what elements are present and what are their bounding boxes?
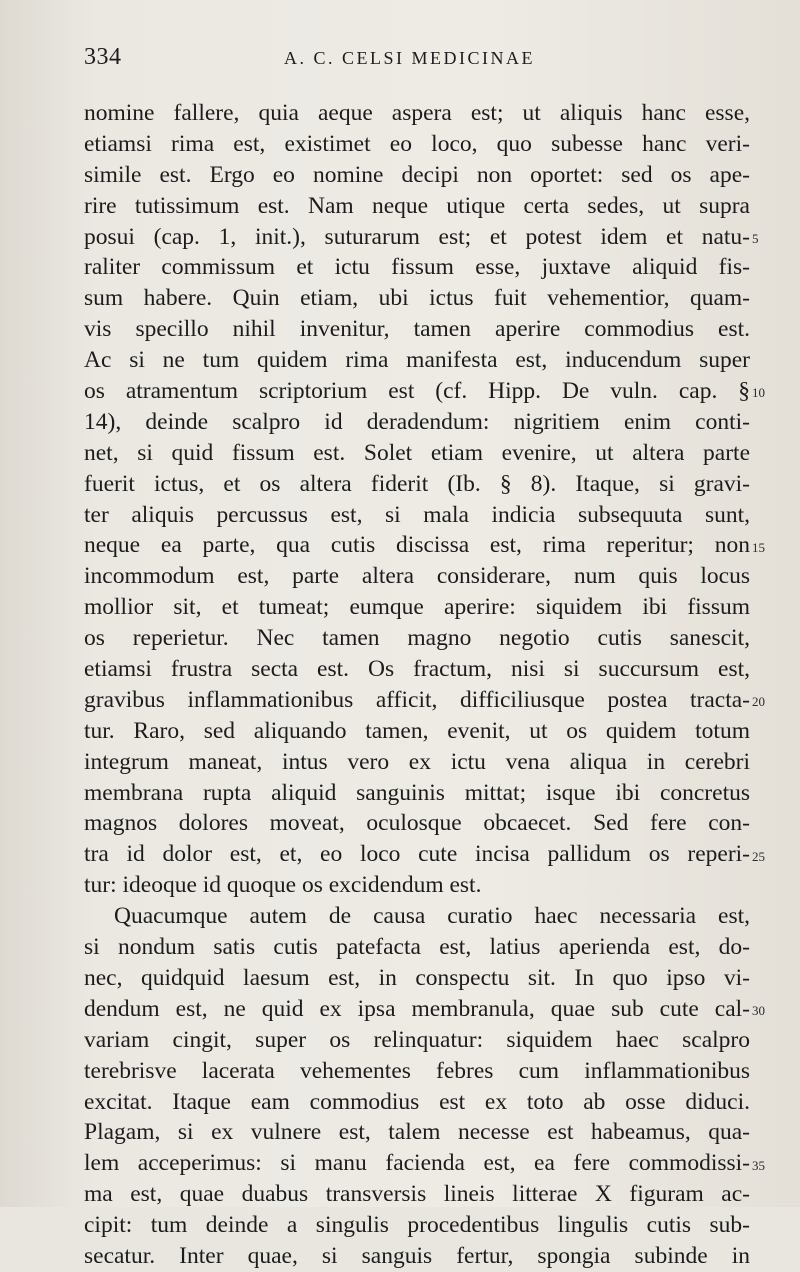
- margin-line-number: 35: [752, 1157, 765, 1173]
- text-line: magnos dolores moveat, oculosque obcaecet. Sed fere con-: [84, 810, 750, 837]
- text-line: etiamsi rima est, existimet eo loco, quo subesse hanc veri-: [84, 130, 750, 157]
- text-line: excitat. Itaque eam commodius est ex toto ab osse diduci.: [84, 1088, 750, 1115]
- text-line: membrana rupta aliquid sanguinis mittat; isque ibi concretus: [84, 779, 750, 806]
- text-line: Quacumque autem de causa curatio haec necessaria est,: [114, 903, 750, 930]
- margin-line-number: 15: [752, 539, 765, 555]
- text-line: ma est, quae duabus transversis lineis litterae X figuram ac-: [84, 1181, 750, 1208]
- text-line: nomine fallere, quia aeque aspera est; ut aliquis hanc esse,: [84, 100, 750, 126]
- text-line: cipit: tum deinde a singulis procedentibus lingulis cutis sub-: [84, 1212, 750, 1239]
- margin-line-number: 30: [752, 1003, 765, 1019]
- margin-line-number: 25: [752, 848, 765, 864]
- text-line: gravibus inflammationibus afficit, difficiliusque postea tracta-: [84, 686, 750, 713]
- text-line: etiamsi frustra secta est. Os fractum, nisi si succursum est,: [84, 656, 750, 683]
- text-line: incommodum est, parte altera considerare, num quis locus: [84, 563, 750, 590]
- margin-line-number: 10: [752, 385, 765, 401]
- text-line: si nondum satis cutis patefacta est, latius aperienda est, do-: [84, 934, 750, 961]
- text-line: tur. Raro, sed aliquando tamen, evenit, ut os quidem totum: [84, 717, 750, 744]
- text-line: dendum est, ne quid ex ipsa membranula, quae sub cute cal-: [84, 995, 750, 1022]
- text-line: simile est. Ergo eo nomine decipi non oportet: sed os ape-: [84, 161, 750, 188]
- text-line: os reperietur. Nec tamen magno negotio cutis sanescit,: [84, 625, 750, 652]
- text-line: ter aliquis percussus est, si mala indicia subsequuta sunt,: [84, 501, 750, 528]
- text-line: raliter commissum et ictu fissum esse, juxtave aliquid fis-: [84, 254, 750, 281]
- text-line: secatur. Inter quae, si sanguis fertur, spongia subinde in: [84, 1242, 750, 1269]
- margin-line-number: 20: [752, 694, 765, 710]
- running-title: A. C. CELSI MEDICINAE: [284, 48, 535, 68]
- text-line: fuerit ictus, et os altera fiderit (Ib. § 8). Itaque, si gravi-: [84, 470, 750, 497]
- text-line: mollior sit, et tumeat; eumque aperire: siquidem ibi fissum: [84, 594, 750, 621]
- body-text: [84, 98, 750, 1272]
- text-line: sum habere. Quin etiam, ubi ictus fuit vehementior, quam-: [84, 285, 750, 312]
- text-line: neque ea parte, qua cutis discissa est, rima reperitur; non: [84, 532, 750, 559]
- text-line: lem acceperimus: si manu facienda est, ea fere commodissi-: [84, 1150, 750, 1177]
- text-line: tra id dolor est, et, eo loco cute incisa pallidum os reperi-: [84, 841, 750, 868]
- text-line: posui (cap. 1, init.), suturarum est; et potest idem et natu-: [84, 223, 750, 250]
- text-line: rire tutissimum est. Nam neque utique certa sedes, ut supra: [84, 192, 750, 219]
- text-line: tur: ideoque id quoque os excidendum est.: [84, 872, 482, 899]
- text-line: Plagam, si ex vulnere est, talem necesse est habeamus, qua-: [84, 1119, 750, 1146]
- text-line: integrum maneat, intus vero ex ictu vena aliqua in cerebri: [84, 748, 750, 775]
- text-line: os atramentum scriptorium est (cf. Hipp. De vuln. cap. §: [84, 378, 750, 405]
- text-line: variam cingit, super os relinquatur: siquidem haec scalpro: [84, 1026, 750, 1053]
- text-line: nec, quidquid laesum est, in conspectu sit. In quo ipso vi-: [84, 964, 750, 991]
- page-header: [84, 44, 764, 74]
- text-line: terebrisve lacerata vehementes febres cum inflammationibus: [84, 1057, 750, 1084]
- page-number: 334: [84, 44, 122, 70]
- text-line: net, si quid fissum est. Solet etiam evenire, ut altera parte: [84, 439, 750, 466]
- text-line: Ac si ne tum quidem rima manifesta est, inducendum super: [84, 347, 750, 374]
- text-line: vis specillo nihil invenitur, tamen aperire commodius est.: [84, 316, 750, 343]
- text-line: 14), deinde scalpro id deradendum: nigritiem enim conti-: [84, 408, 750, 435]
- margin-line-number: 5: [752, 230, 759, 246]
